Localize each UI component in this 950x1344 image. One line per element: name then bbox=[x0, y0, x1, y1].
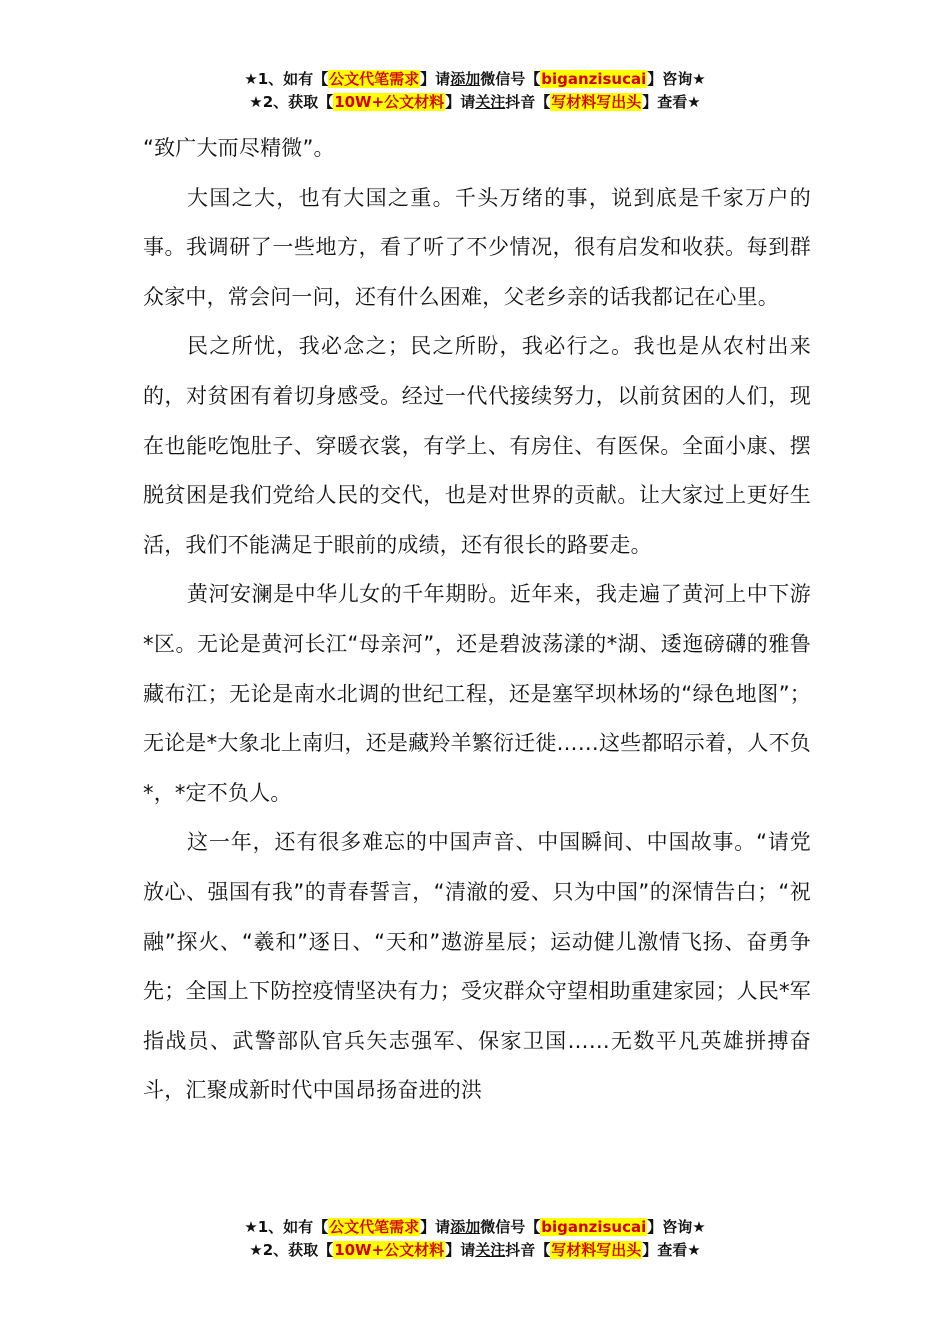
highlight-douyin-id: 写材料写出头 bbox=[551, 93, 642, 111]
highlight-service: 公文代笔需求 bbox=[329, 1218, 420, 1236]
paragraph: 民之所忧，我必念之；民之所盼，我必行之。我也是从农村出来的，对贫困有着切身感受。经过一代代接续努力，以前贫困的人们，现在也能吃饱肚子、穿暖衣裳，有学上、有房住、有医保。全面小康、摆脱贫困是我们党给人民的交代，也是对世界的贡献。让大家过上更好生活，我们不能满足于眼前的成绩，还有很长的路要走。 bbox=[143, 334, 811, 557]
header-banner bbox=[0, 68, 950, 114]
banner-text: 微信号【 bbox=[480, 70, 541, 88]
highlight-materials: 10W+公文材料 bbox=[334, 93, 445, 111]
banner-text: 】请 bbox=[420, 70, 451, 88]
highlight-wechat-id: biganzisucai bbox=[541, 70, 647, 88]
highlight-douyin-id: 写材料写出头 bbox=[551, 1241, 642, 1259]
banner-text: 微信号【 bbox=[480, 1218, 541, 1236]
banner-text: 】咨询★ bbox=[647, 1218, 706, 1236]
banner-text: 抖音【 bbox=[505, 93, 551, 111]
banner-emphasis: 关注 bbox=[475, 1241, 506, 1259]
banner-emphasis: 添加 bbox=[450, 70, 481, 88]
footer-banner bbox=[0, 1216, 950, 1262]
banner-text: 】请 bbox=[420, 1218, 451, 1236]
paragraph: “致广大而尽精微”。 bbox=[143, 136, 335, 160]
banner-text: 】查看★ bbox=[642, 1241, 701, 1259]
banner-emphasis: 关注 bbox=[475, 93, 506, 111]
banner-text: ★2、获取【 bbox=[249, 93, 334, 111]
banner-line-1 bbox=[0, 68, 950, 91]
paragraph: 黄河安澜是中华儿女的千年期盼。近年来，我走遍了黄河上中下游*区。无论是黄河长江“母亲河”，还是碧波荡漾的*湖、逶迤磅礴的雅鲁藏布江；无论是南水北调的世纪工程，还是塞罕坝林场的“绿色地图”；无论是*大象北上南归，还是藏羚羊繁衍迁徙……这些都昭示着，人不负*，*定不负人。 bbox=[143, 582, 811, 805]
banner-line-2 bbox=[0, 1239, 950, 1262]
banner-text: 】请 bbox=[445, 1241, 476, 1259]
highlight-materials: 10W+公文材料 bbox=[334, 1241, 445, 1259]
banner-text: ★1、如有【 bbox=[244, 70, 329, 88]
banner-text: ★2、获取【 bbox=[249, 1241, 334, 1259]
paragraph: 大国之大，也有大国之重。千头万绪的事，说到底是千家万户的事。我调研了一些地方，看了听了不少情况，很有启发和收获。每到群众家中，常会问一问，还有什么困难，父老乡亲的话我都记在心里。 bbox=[143, 185, 811, 309]
banner-line-1 bbox=[0, 1216, 950, 1239]
banner-text: ★1、如有【 bbox=[244, 1218, 329, 1236]
paragraph: 这一年，还有很多难忘的中国声音、中国瞬间、中国故事。“请党放心、强国有我”的青春誓言，“清澈的爱、只为中国”的深情告白；“祝融”探火、“羲和”逐日、“天和”遨游星辰；运动健儿激情飞扬、奋勇争先；全国上下防控疫情坚决有力；受灾群众守望相助重建家园；人民*军指战员、武警部队官兵矢志强军、保家卫国……无数平凡英雄拼搏奋斗，汇聚成新时代中国昂扬奋进的洪 bbox=[143, 830, 811, 1103]
highlight-service: 公文代笔需求 bbox=[329, 70, 420, 88]
banner-emphasis: 添加 bbox=[450, 1218, 481, 1236]
highlight-wechat-id: biganzisucai bbox=[541, 1218, 647, 1236]
banner-text: 】查看★ bbox=[642, 93, 701, 111]
document-body bbox=[143, 124, 811, 1116]
banner-text: 】请 bbox=[445, 93, 476, 111]
banner-text: 抖音【 bbox=[505, 1241, 551, 1259]
banner-text: 】咨询★ bbox=[647, 70, 706, 88]
banner-line-2 bbox=[0, 91, 950, 114]
